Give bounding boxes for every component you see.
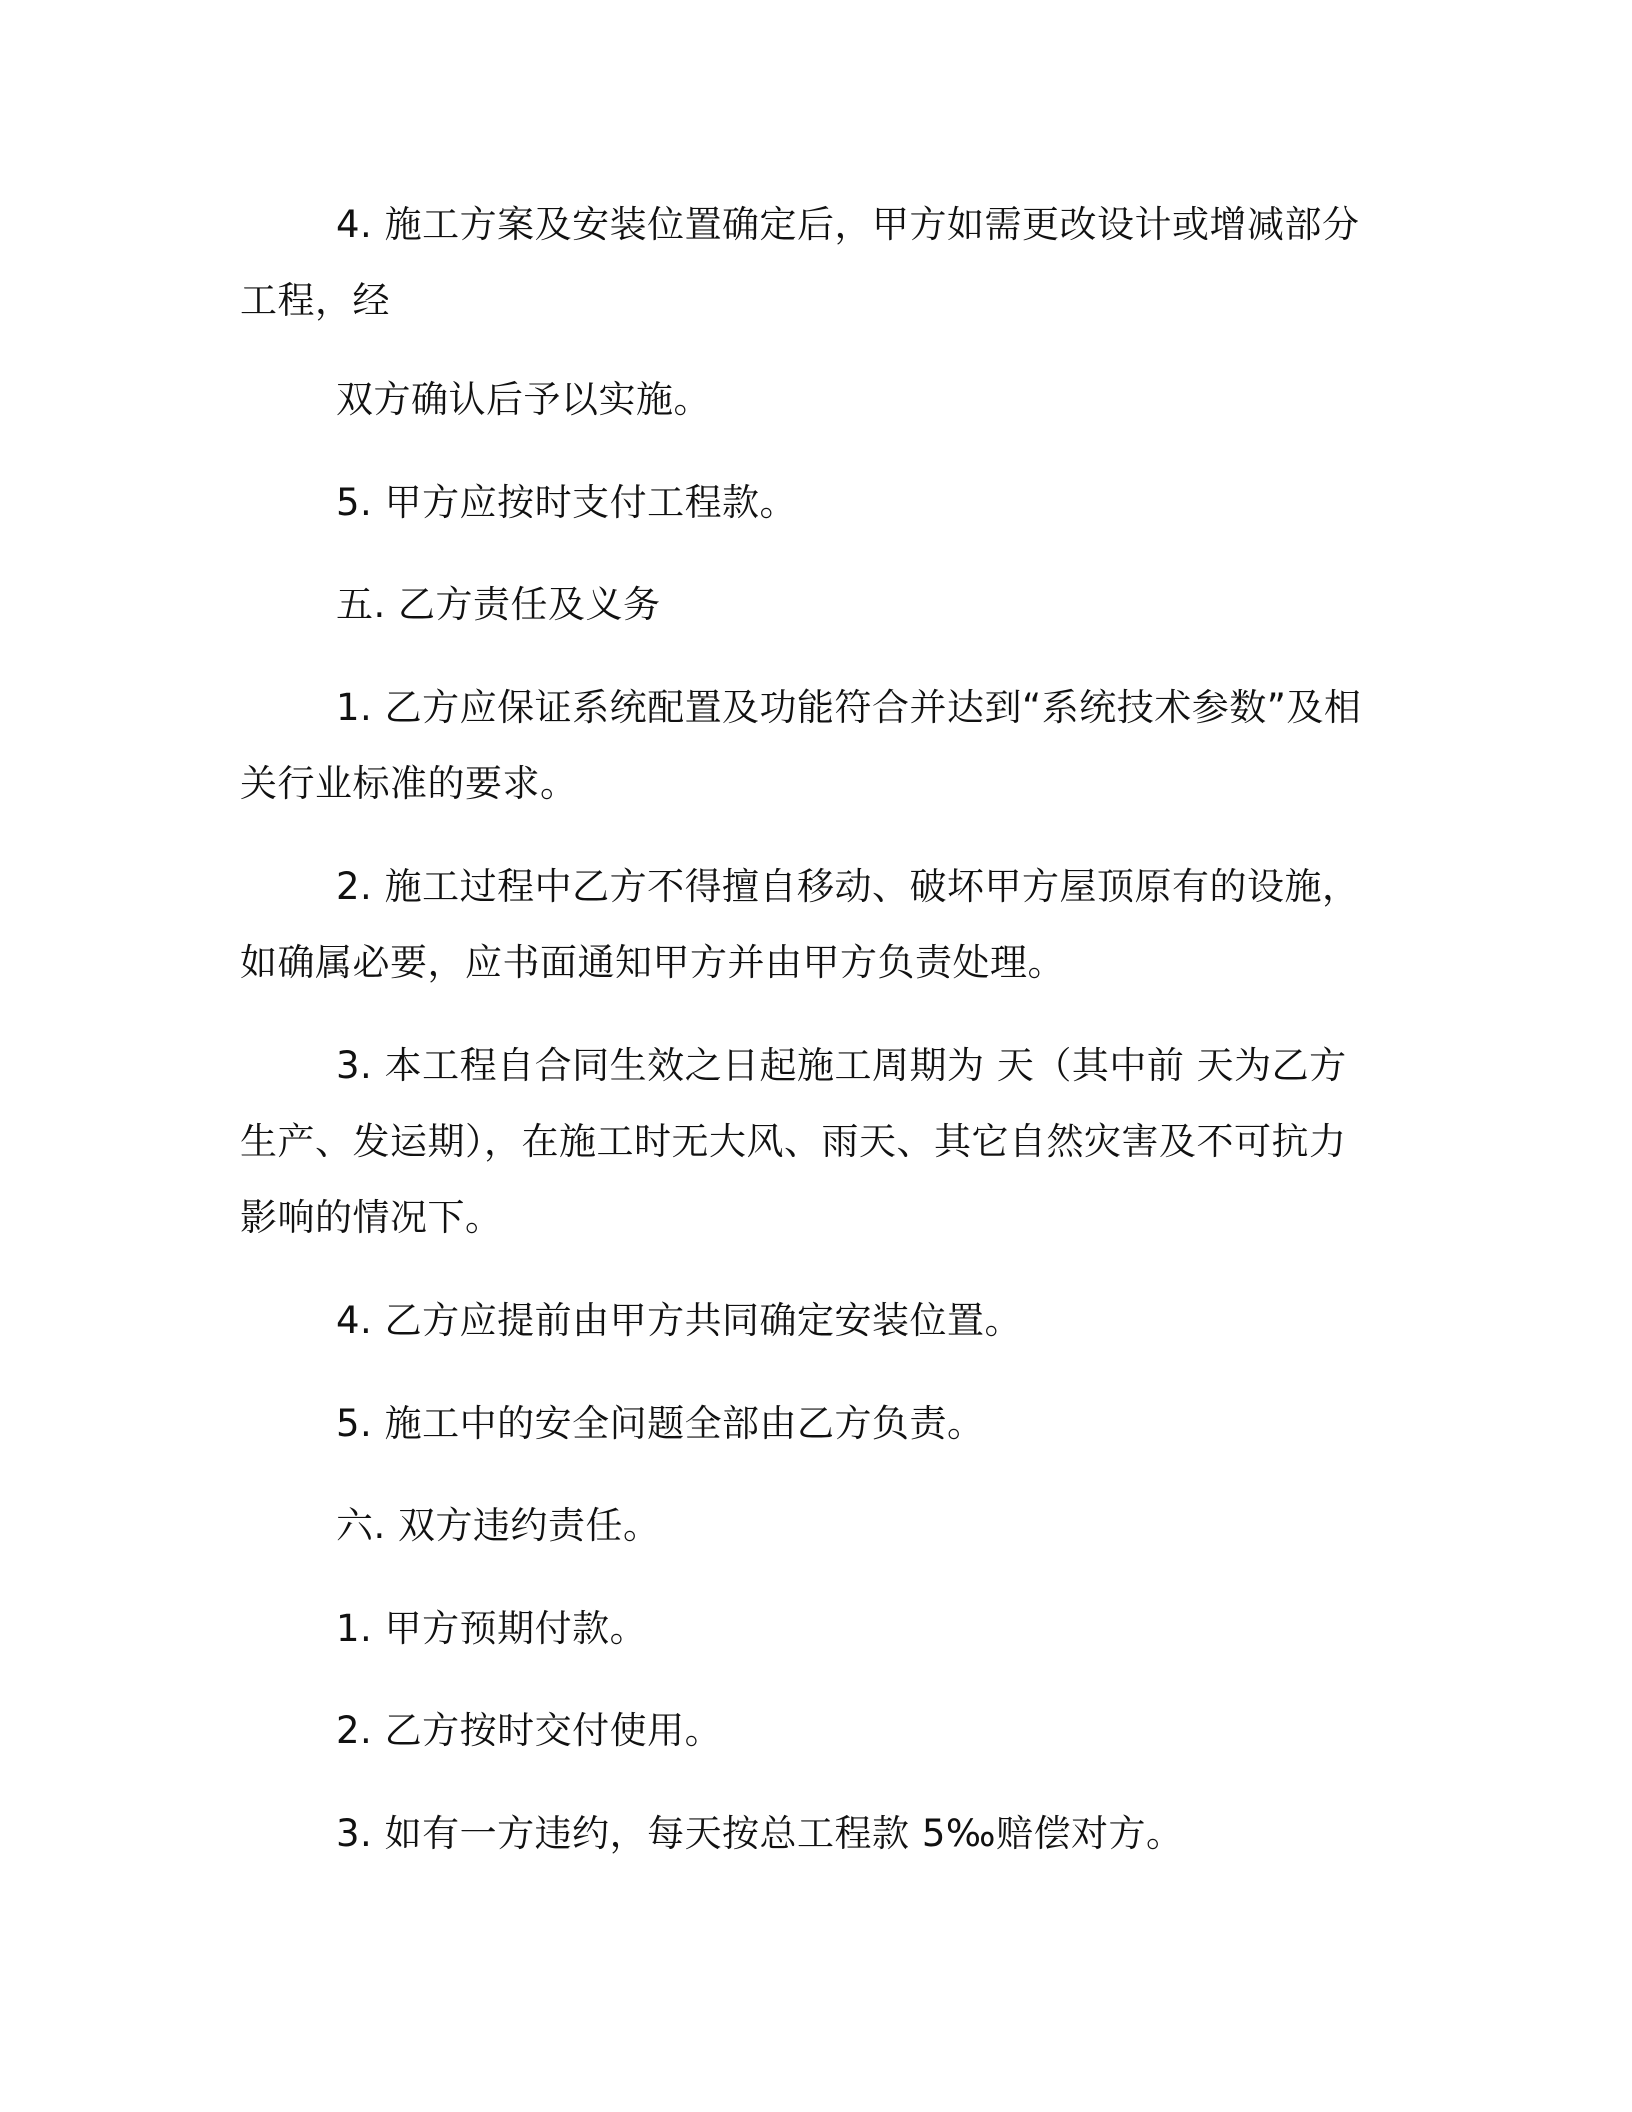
paragraph-party-b-3: 3. 本工程自合同生效之日起施工周期为 天（其中前 天为乙方生产、发运期），在施工时无大风、雨天、其它自然灾害及不可抗力影响的情况下。 xyxy=(240,1044,1347,1239)
paragraph-breach-3: 3. 如有一方违约，每天按总工程款 5‰赔偿对方。 xyxy=(336,1812,1184,1855)
paragraph-breach-2: 2. 乙方按时交付使用。 xyxy=(336,1709,723,1752)
paragraph-clause-5-payment: 5. 甲方应按时支付工程款。 xyxy=(336,481,798,524)
paragraph-party-b-5: 5. 施工中的安全问题全部由乙方负责。 xyxy=(336,1402,985,1445)
paragraph-clause-4-design-change: 4. 施工方案及安装位置确定后，甲方如需更改设计或增减部分工程，经 xyxy=(240,203,1360,322)
paragraph-clause-4-continuation: 双方确认后予以实施。 xyxy=(336,378,711,421)
paragraph-party-b-2: 2. 施工过程中乙方不得擅自移动、破坏甲方屋顶原有的设施，如确属必要，应书面通知甲方并由甲方负责处理。 xyxy=(240,865,1360,984)
section-heading-six: 六. 双方违约责任。 xyxy=(336,1504,661,1547)
paragraph-breach-1: 1. 甲方预期付款。 xyxy=(336,1607,648,1650)
paragraph-party-b-1: 1. 乙方应保证系统配置及功能符合并达到“系统技术参数”及相关行业标准的要求。 xyxy=(240,686,1362,805)
section-heading-five: 五. 乙方责任及义务 xyxy=(336,583,661,626)
paragraph-party-b-4: 4. 乙方应提前由甲方共同确定安装位置。 xyxy=(336,1299,1023,1342)
